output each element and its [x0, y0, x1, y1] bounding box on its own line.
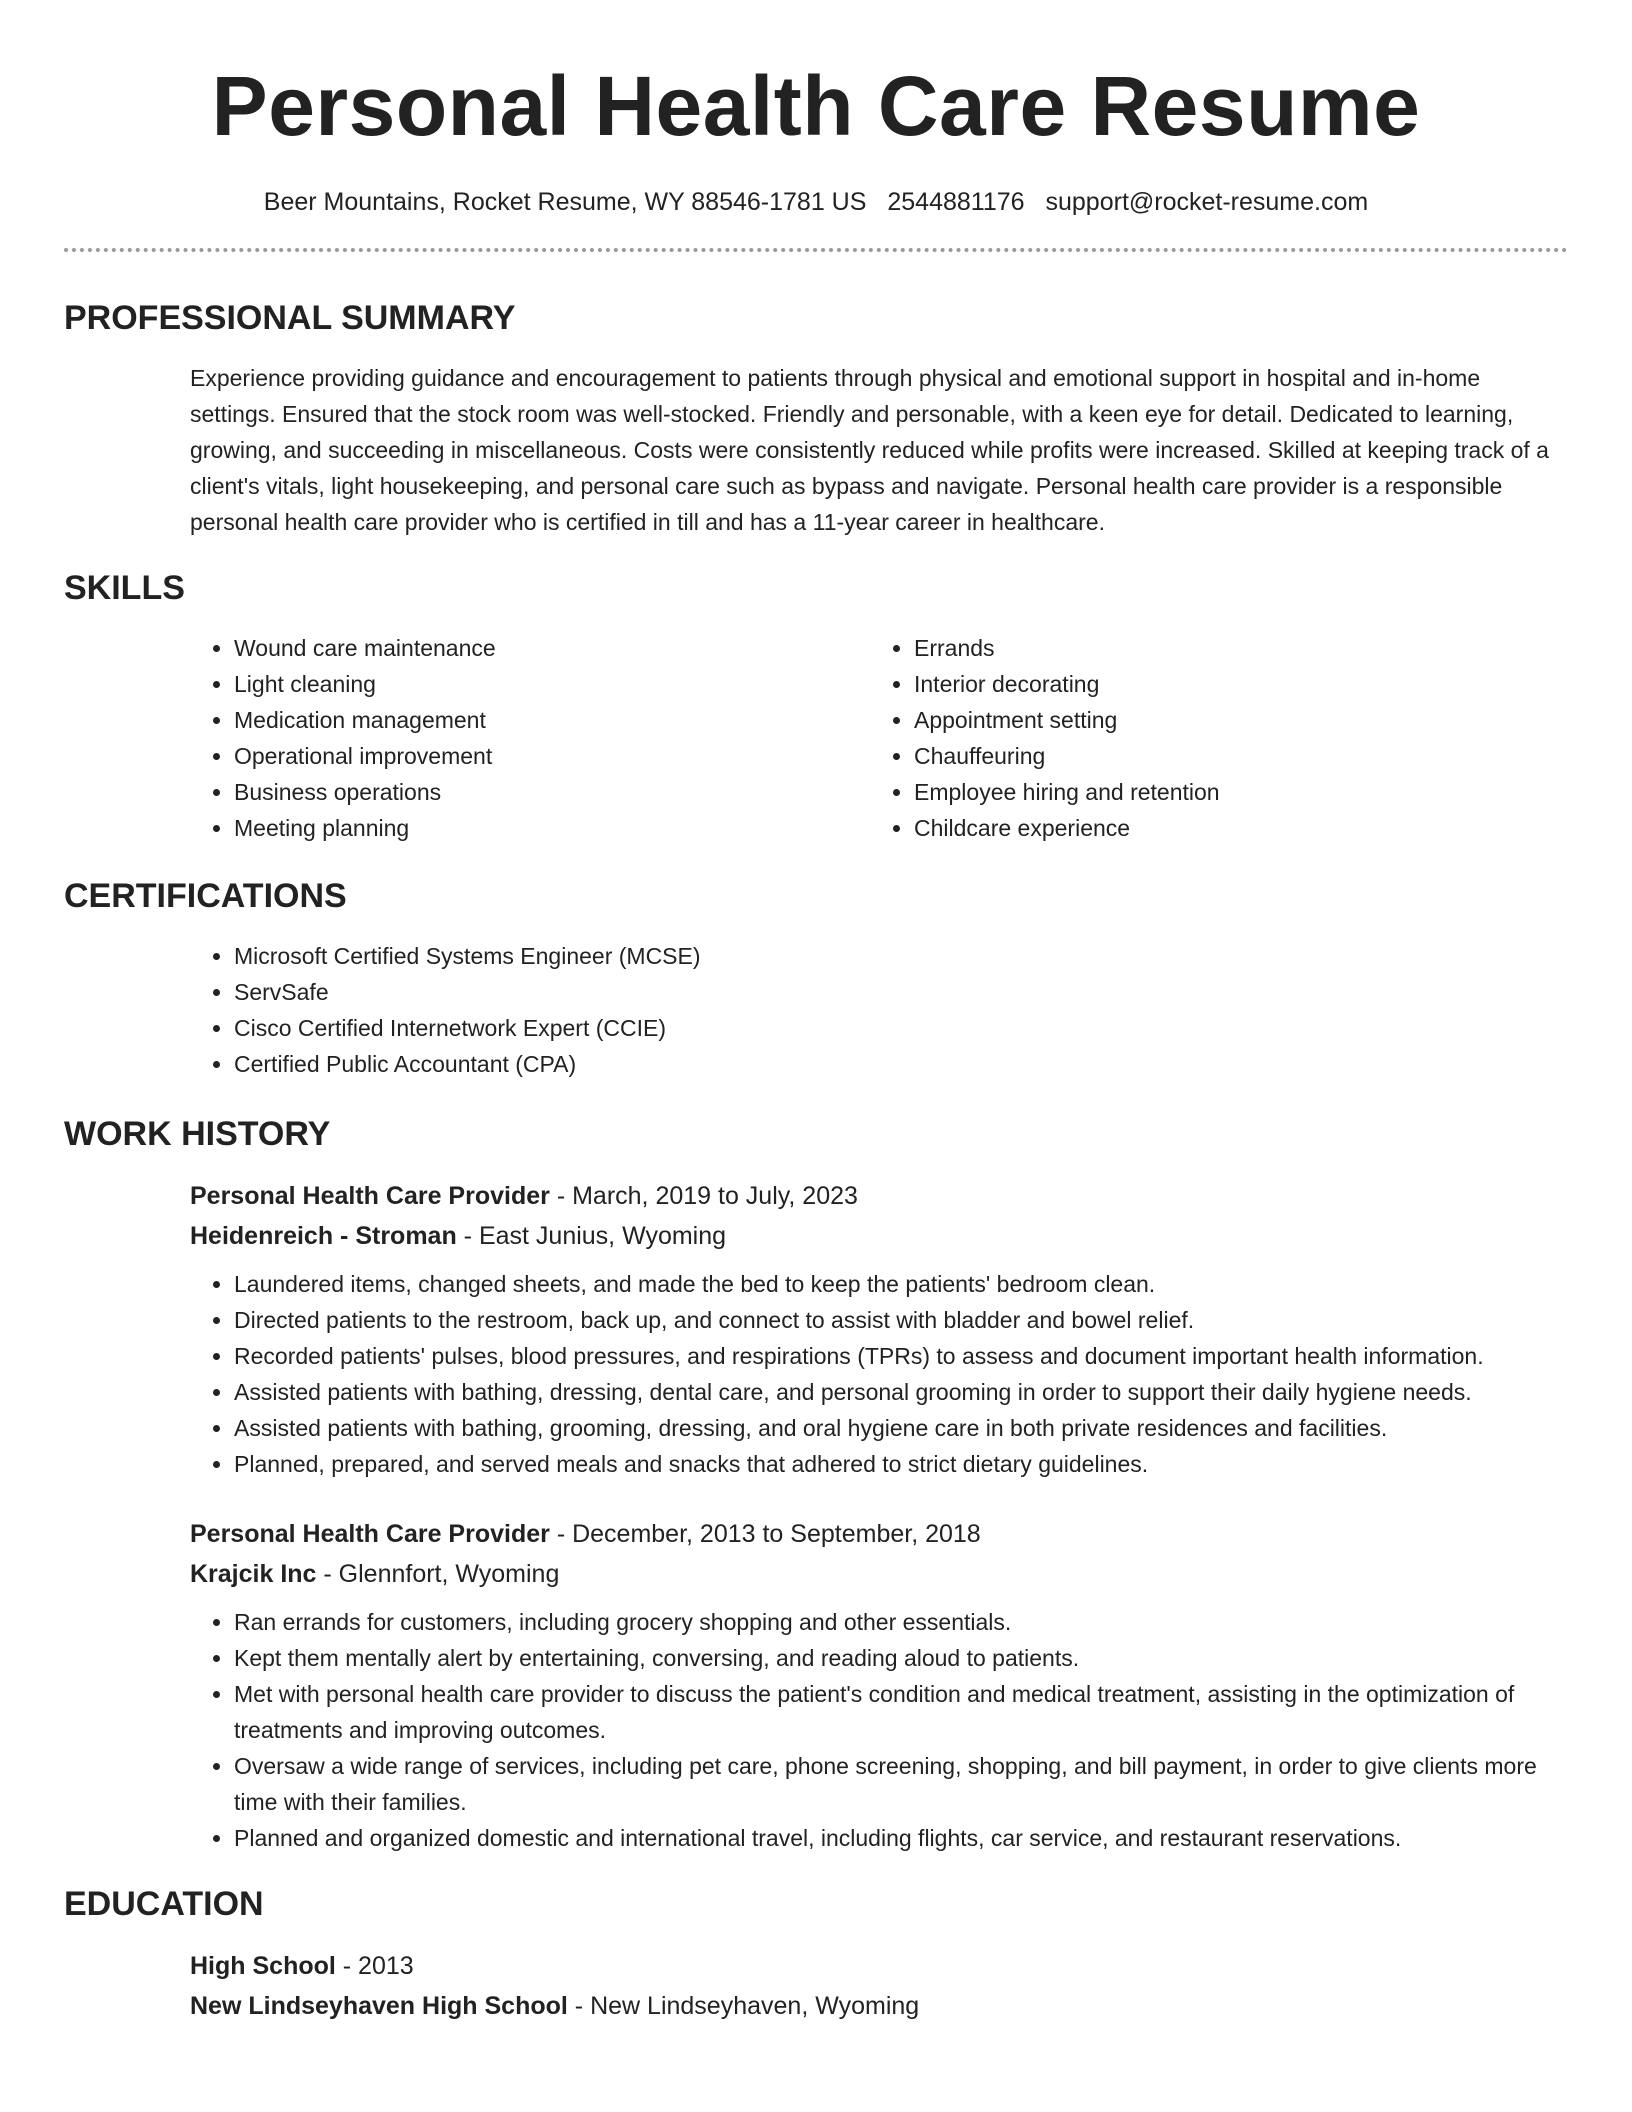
education-section: [64, 1884, 1568, 2026]
job-company: Krajcik Inc: [190, 1560, 317, 1588]
job-company-line: [190, 1554, 1568, 1594]
job-bullet: • Recorded patients' pulses, blood pressures, and respirations (TPRs) to assess and document important health information.: [234, 1338, 1568, 1374]
job-dates: - March, 2019 to July, 2023: [549, 1182, 858, 1210]
skills-section: [64, 568, 1568, 846]
job-title: Personal Health Care Provider: [190, 1182, 550, 1210]
job-company: Heidenreich - Stroman: [190, 1222, 457, 1250]
skill-item: • Wound care maintenance: [234, 630, 870, 666]
skill-item: • Light cleaning: [234, 666, 870, 702]
certification-item: • Microsoft Certified Systems Engineer (MCSE): [234, 938, 1568, 974]
skill-item: • Employee hiring and retention: [914, 774, 1550, 810]
education-school-line: [190, 1986, 1568, 2026]
certification-item: • ServSafe: [234, 974, 1568, 1010]
certification-item: • Cisco Certified Internetwork Expert (CCIE): [234, 1010, 1568, 1046]
job-bullet: • Met with personal health care provider to discuss the patient's condition and medical treatment, assisting in the optimization of treatments and improving outcomes.: [234, 1676, 1568, 1748]
header-divider: [64, 248, 1568, 252]
education-degree: High School: [190, 1952, 336, 1980]
contact-phone: 2544881176: [887, 188, 1025, 216]
certification-item: • Certified Public Accountant (CPA): [234, 1046, 1568, 1082]
job-bullet: • Ran errands for customers, including grocery shopping and other essentials.: [234, 1604, 1568, 1640]
job-bullet: • Planned and organized domestic and international travel, including flights, car service, and restaurant reservations.: [234, 1820, 1568, 1856]
skills-list-left: [190, 630, 870, 846]
job-bullet: • Planned, prepared, and served meals and snacks that adhered to strict dietary guidelines.: [234, 1446, 1568, 1482]
contact-line: [64, 186, 1568, 218]
job-bullet: • Laundered items, changed sheets, and made the bed to keep the patients' bedroom clean.: [234, 1266, 1568, 1302]
skill-item: • Errands: [914, 630, 1550, 666]
job-entry: [190, 1514, 1568, 1856]
job-bullet: • Assisted patients with bathing, grooming, dressing, and oral hygiene care in both private residences and facilities.: [234, 1410, 1568, 1446]
skill-item: • Interior decorating: [914, 666, 1550, 702]
job-bullet: • Assisted patients with bathing, dressing, dental care, and personal grooming in order to support their daily hygiene needs.: [234, 1374, 1568, 1410]
certifications-heading: CERTIFICATIONS: [64, 877, 347, 915]
summary-heading: PROFESSIONAL SUMMARY: [64, 299, 516, 337]
summary-text: Experience providing guidance and encouragement to patients through physical and emotional support in hospital and in-home settings. Ensured that the stock room was well-stocked. Friendly and personable, with a keen eye for detail. Dedicated to learning, growing, and succeeding in miscellaneous. Costs were consistently reduced while profits were increased. Skilled at keeping track of a client's vitals, light housekeeping, and personal care such as bypass and navigate. Personal health care provider is a responsible personal health care provider who is certified in till and has a 11-year career in healthcare.: [190, 365, 1549, 535]
skill-item: • Chauffeuring: [914, 738, 1550, 774]
job-bullet: • Kept them mentally alert by entertaining, conversing, and reading aloud to patients.: [234, 1640, 1568, 1676]
education-school: New Lindseyhaven High School: [190, 1992, 568, 2020]
skill-item: • Appointment setting: [914, 702, 1550, 738]
job-title: Personal Health Care Provider: [190, 1520, 550, 1548]
job-location: - East Junius, Wyoming: [456, 1222, 727, 1250]
job-title-line: [190, 1176, 1568, 1216]
skill-item: • Childcare experience: [914, 810, 1550, 846]
job-dates: - December, 2013 to September, 2018: [549, 1520, 981, 1548]
summary-section: [64, 298, 1568, 540]
job-title-line: [190, 1514, 1568, 1554]
job-bullet: • Oversaw a wide range of services, including pet care, phone screening, shopping, and bill payment, in order to give clients more time with their families.: [234, 1748, 1568, 1820]
job-bullets: [190, 1266, 1568, 1482]
job-bullet: • Directed patients to the restroom, back up, and connect to assist with bladder and bowel relief.: [234, 1302, 1568, 1338]
certifications-section: [64, 876, 1568, 1082]
education-heading: EDUCATION: [64, 1885, 264, 1923]
job-location: - Glennfort, Wyoming: [316, 1560, 560, 1588]
work-section: [64, 1114, 1568, 1856]
work-heading: WORK HISTORY: [64, 1115, 331, 1153]
job-entry: [190, 1176, 1568, 1482]
resume-title: Personal Health Care Resume: [211, 59, 1421, 153]
skill-item: • Business operations: [234, 774, 870, 810]
education-year: - 2013: [335, 1952, 414, 1980]
skill-item: • Medication management: [234, 702, 870, 738]
education-degree-line: [190, 1946, 1568, 1986]
certifications-list: [190, 938, 1568, 1082]
resume-page: [64, 0, 1568, 2026]
contact-email: support@rocket-resume.com: [1045, 188, 1369, 216]
job-bullets: [190, 1604, 1568, 1856]
skills-heading: SKILLS: [64, 569, 185, 607]
education-location: - New Lindseyhaven, Wyoming: [567, 1992, 920, 2020]
skills-list-right: [870, 630, 1550, 846]
skill-item: • Operational improvement: [234, 738, 870, 774]
skill-item: • Meeting planning: [234, 810, 870, 846]
contact-address: Beer Mountains, Rocket Resume, WY 88546-1781 US: [263, 188, 867, 216]
job-company-line: [190, 1216, 1568, 1256]
